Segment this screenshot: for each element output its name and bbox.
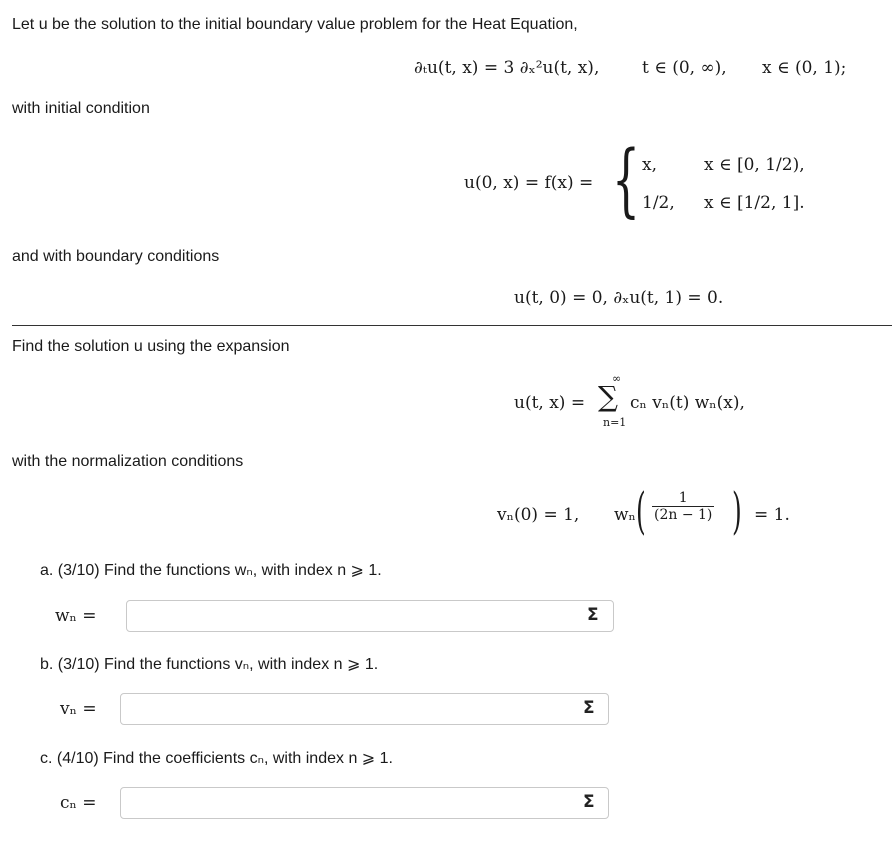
question-b-variable: vₙ = <box>60 699 97 719</box>
norm-left-paren: ( <box>636 482 646 540</box>
find-solution-label: Find the solution u using the expansion <box>12 338 290 355</box>
wn-answer-input[interactable] <box>126 600 614 632</box>
norm-w-prefix: wₙ <box>614 505 636 525</box>
question-b-label: b. (3/10) Find the functions vₙ, with index n ⩾ 1. <box>40 656 379 673</box>
expansion-rhs: cₙ vₙ(t) wₙ(x), <box>630 393 745 413</box>
case2-value: 1/2, <box>642 193 675 213</box>
norm-v-condition: vₙ(0) = 1, <box>497 505 580 525</box>
summation-symbol: ∑ <box>598 380 618 413</box>
sigma-icon-b[interactable]: Σ <box>583 698 595 718</box>
boundary-equation: u(t, 0) = 0, ∂ₓu(t, 1) = 0. <box>514 288 724 308</box>
question-c-label: c. (4/10) Find the coefficients cₙ, with index n ⩾ 1. <box>40 750 393 767</box>
norm-frac-denominator: (2n − 1) <box>654 507 713 523</box>
case1-condition: x ∈ [0, 1/2), <box>704 155 805 175</box>
boundary-condition-label: and with boundary conditions <box>12 248 220 265</box>
sum-upper-limit: ∞ <box>612 372 622 385</box>
expansion-lhs: u(t, x) = <box>514 393 586 413</box>
case1-value: x, <box>642 155 657 175</box>
case2-condition: x ∈ [1/2, 1]. <box>704 193 805 213</box>
sigma-icon-c[interactable]: Σ <box>583 792 595 812</box>
pde-equation: ∂ₜu(t, x) = 3 ∂ₓ²u(t, x), <box>414 58 600 78</box>
norm-right-paren: ) <box>732 482 742 540</box>
cases-brace: { <box>612 133 640 226</box>
intro-text: Let u be the solution to the initial boundary value problem for the Heat Equation, <box>12 16 578 33</box>
question-a-label: a. (3/10) Find the functions wₙ, with index n ⩾ 1. <box>40 562 382 579</box>
question-c-variable: cₙ = <box>60 793 97 813</box>
norm-w-suffix: = 1. <box>754 505 790 525</box>
question-a-variable: wₙ = <box>55 606 97 626</box>
pde-x-domain: x ∈ (0, 1); <box>762 58 847 78</box>
pde-t-domain: t ∈ (0, ∞), <box>642 58 727 78</box>
cn-answer-input[interactable] <box>120 787 609 819</box>
norm-frac-numerator: 1 <box>652 490 714 507</box>
norm-fraction <box>652 490 714 523</box>
sigma-icon-a[interactable]: Σ <box>587 605 599 625</box>
vn-answer-input[interactable] <box>120 693 609 725</box>
initial-condition-label: with initial condition <box>12 100 150 117</box>
normalization-label: with the normalization conditions <box>12 453 244 470</box>
sum-lower-limit: n=1 <box>603 416 627 429</box>
initial-lhs: u(0, x) = f(x) = <box>464 173 594 193</box>
divider <box>12 325 892 326</box>
